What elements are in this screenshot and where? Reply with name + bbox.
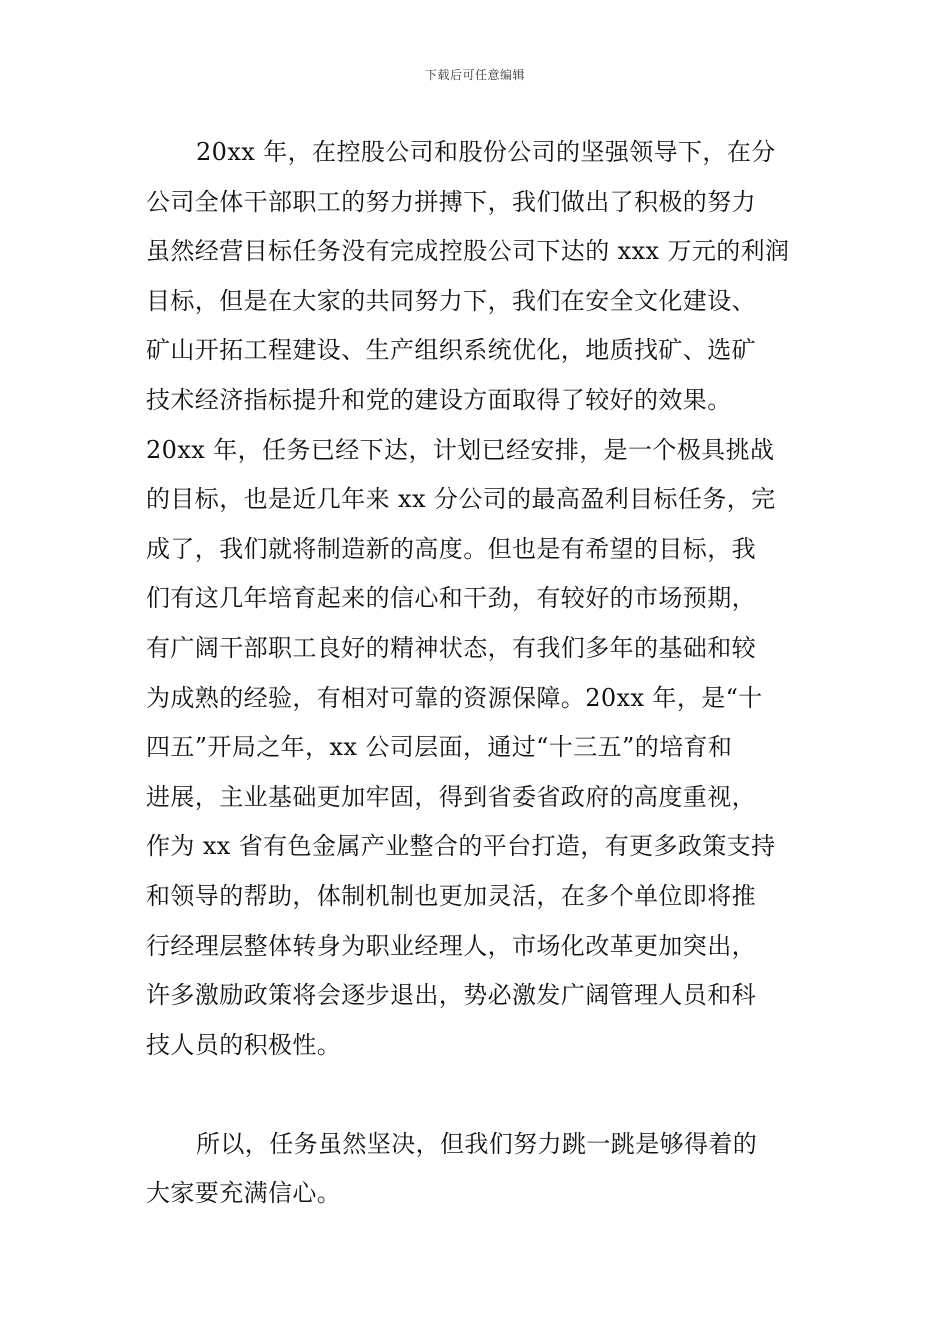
- paragraph-1-line: 行经理层整体转身为职业经理人，市场化改革更加突出，: [146, 931, 756, 960]
- paragraph-1-line: 20xx 年，任务已经下达，计划已经安排，是一个极具挑战: [146, 435, 775, 464]
- paragraph-1-line: 们有这几年培育起来的信心和干劲，有较好的市场预期，: [146, 584, 756, 613]
- paragraph-1-line: 20xx 年，在控股公司和股份公司的坚强领导下，在分: [196, 138, 776, 166]
- paragraph-1-line: 成了，我们就将制造新的高度。但也是有希望的目标，我: [146, 534, 756, 563]
- paragraph-1-line: 矿山开拓工程建设、生产组织系统优化，地质找矿、选矿: [146, 336, 756, 365]
- paragraph-1-line: 技术经济指标提升和党的建设方面取得了较好的效果。: [146, 385, 732, 414]
- header-note: 下载后可任意编辑: [424, 68, 525, 82]
- paragraph-1-line: 有广阔干部职工良好的精神状态，有我们多年的基础和较: [146, 633, 756, 662]
- paragraph-gap: [146, 1070, 826, 1120]
- paragraph-2-line: 大家要充满信心。: [146, 1179, 342, 1208]
- document-body: [146, 128, 826, 1219]
- paragraph-1-line: 作为 xx 省有色金属产业整合的平台打造，有更多政策支持: [146, 832, 776, 861]
- paragraph-1-line: 许多激励政策将会逐步退出，势必激发广阔管理人员和科: [146, 981, 756, 1010]
- paragraph-1-line: 公司全体干部职工的努力拼搏下，我们做出了积极的努力: [146, 187, 756, 216]
- paragraph-1-line: 进展，主业基础更加牢固，得到省委省政府的高度重视，: [146, 782, 756, 811]
- paragraph-1-line: 为成熟的经验，有相对可靠的资源保障。20xx 年，是“十: [146, 683, 763, 712]
- paragraph-1-line: 虽然经营目标任务没有完成控股公司下达的 xxx 万元的利润: [146, 237, 790, 266]
- paragraph-1-line: 的目标，也是近几年来 xx 分公司的最高盈利目标任务，完: [146, 485, 776, 514]
- paragraph-1-line: 四五”开局之年，xx 公司层面，通过“十三五”的培育和: [146, 733, 733, 762]
- paragraph-1-line: 技人员的积极性。: [146, 1030, 342, 1059]
- paragraph-1-line: 目标，但是在大家的共同努力下，我们在安全文化建设、: [146, 286, 756, 315]
- paragraph-2-line: 所以，任务虽然坚决，但我们努力跳一跳是够得着的: [196, 1129, 758, 1158]
- paragraph-1-line: 和领导的帮助，体制机制也更加灵活，在多个单位即将推: [146, 881, 756, 910]
